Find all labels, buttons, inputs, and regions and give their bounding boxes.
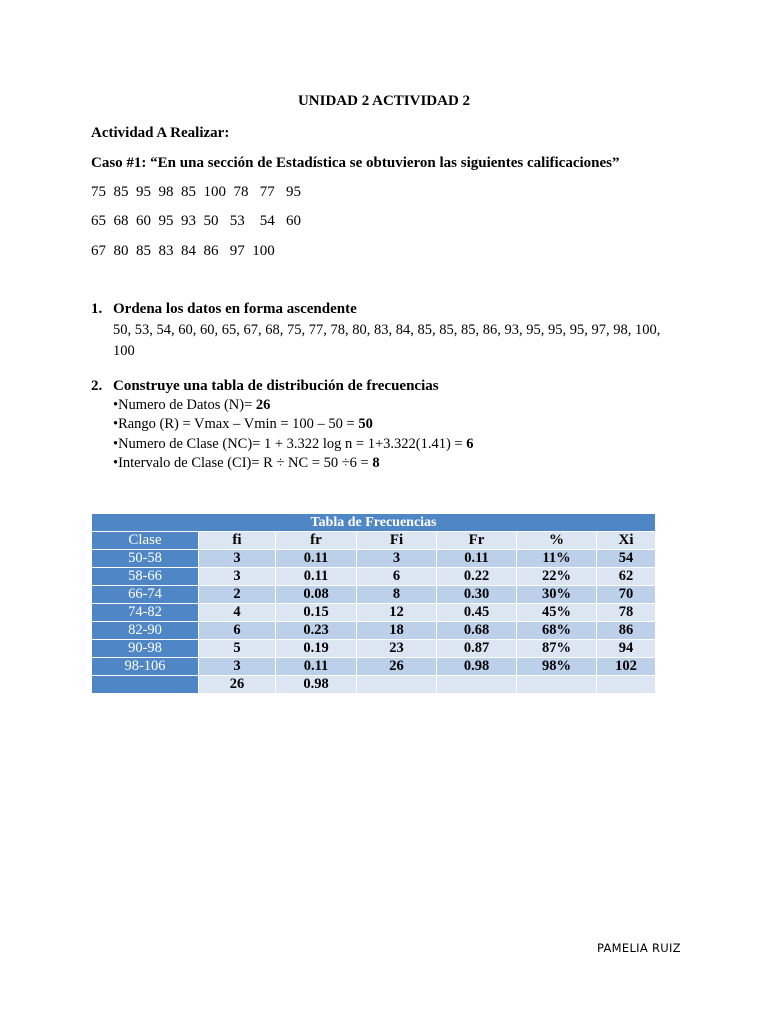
cell-clase: 50-58	[92, 550, 199, 568]
cell-percent: 45%	[517, 604, 597, 622]
cell-fr: 0.15	[276, 604, 357, 622]
cell-fi: 2	[199, 586, 276, 604]
cell-fi: 3	[199, 568, 276, 586]
bullet-value: 8	[372, 455, 380, 471]
cell-fi: 5	[199, 640, 276, 658]
cell-clase: 66-74	[92, 586, 199, 604]
step1-number: 1.	[91, 301, 103, 317]
bullet-value: 6	[466, 436, 474, 452]
cell-clase: 58-66	[92, 568, 199, 586]
bullet-num-datos	[113, 397, 270, 414]
cell-Fi-cum: 26	[357, 658, 437, 676]
cell-Fr-cum: 0.98	[437, 658, 517, 676]
cell-total-empty	[597, 676, 656, 694]
cell-total-fr: 0.98	[276, 676, 357, 694]
frequency-table	[91, 513, 656, 694]
cell-total-empty	[437, 676, 517, 694]
bullet-intervalo	[113, 455, 380, 472]
cell-xi: 70	[597, 586, 656, 604]
activity-label: Actividad A Realizar:	[91, 125, 230, 141]
cell-fr: 0.08	[276, 586, 357, 604]
cell-total-fi: 26	[199, 676, 276, 694]
header-xi: Xi	[597, 532, 656, 550]
cell-xi: 54	[597, 550, 656, 568]
table-caption: Tabla de Frecuencias	[92, 514, 656, 532]
cell-Fi-cum: 8	[357, 586, 437, 604]
data-row-1: 75 85 95 98 85 100 78 77 95	[91, 184, 301, 200]
cell-percent: 30%	[517, 586, 597, 604]
header-fr: fr	[276, 532, 357, 550]
table-totals-row	[92, 676, 656, 694]
bullet-num-clase	[113, 436, 474, 453]
cell-total-empty	[357, 676, 437, 694]
cell-clase: 90-98	[92, 640, 199, 658]
table-header-row	[92, 532, 656, 550]
cell-percent: 98%	[517, 658, 597, 676]
table-row	[92, 550, 656, 568]
bullet-rango	[113, 416, 373, 433]
header-fi: fi	[199, 532, 276, 550]
cell-percent: 11%	[517, 550, 597, 568]
cell-clase: 82-90	[92, 622, 199, 640]
cell-xi: 86	[597, 622, 656, 640]
cell-xi: 94	[597, 640, 656, 658]
bullet-value: 50	[358, 416, 373, 432]
step1-body: 50, 53, 54, 60, 60, 65, 67, 68, 75, 77, 78, 80, 83, 84, 85, 85, 85, 86, 93, 95, 95, 95, 97, 98, 100, 100	[113, 322, 661, 359]
cell-xi: 62	[597, 568, 656, 586]
cell-fi: 3	[199, 550, 276, 568]
bullet-text: •Rango (R) = Vmax – Vmin = 100 – 50 =	[113, 416, 359, 432]
header-clase: Clase	[92, 532, 199, 550]
cell-Fi-cum: 18	[357, 622, 437, 640]
cell-Fr-cum: 0.45	[437, 604, 517, 622]
case-label: Caso #1: “En una sección de Estadística se obtuvieron las siguientes calificaciones”	[91, 155, 620, 171]
bullet-text: •Intervalo de Clase (CI)= R ÷ NC = 50 ÷6 =	[113, 455, 373, 471]
cell-percent: 87%	[517, 640, 597, 658]
table-row	[92, 604, 656, 622]
cell-Fi-cum: 12	[357, 604, 437, 622]
cell-clase: 98-106	[92, 658, 199, 676]
cell-Fr-cum: 0.22	[437, 568, 517, 586]
cell-fr: 0.11	[276, 550, 357, 568]
cell-xi: 78	[597, 604, 656, 622]
table-row	[92, 658, 656, 676]
header-percent: %	[517, 532, 597, 550]
cell-clase: 74-82	[92, 604, 199, 622]
bullet-value: 26	[255, 397, 271, 413]
cell-fi: 6	[199, 622, 276, 640]
cell-Fi-cum: 6	[357, 568, 437, 586]
cell-percent: 22%	[517, 568, 597, 586]
table-row	[92, 568, 656, 586]
cell-Fr-cum: 0.87	[437, 640, 517, 658]
cell-total-empty	[517, 676, 597, 694]
cell-fr: 0.11	[276, 568, 357, 586]
cell-percent: 68%	[517, 622, 597, 640]
cell-Fr-cum: 0.68	[437, 622, 517, 640]
cell-fr: 0.19	[276, 640, 357, 658]
step2-number: 2.	[91, 378, 103, 394]
table-row	[92, 586, 656, 604]
cell-Fi-cum: 3	[357, 550, 437, 568]
header-Fi-cum: Fi	[357, 532, 437, 550]
bullet-text: •Numero de Clase (NC)= 1 + 3.322 log n = 1+3.322(1.41) =	[113, 436, 467, 452]
cell-fr: 0.11	[276, 658, 357, 676]
bullet-text: •Numero de Datos (N)=	[113, 397, 256, 413]
table-row	[92, 640, 656, 658]
cell-xi: 102	[597, 658, 656, 676]
document-title: UNIDAD 2 ACTIVIDAD 2	[297, 93, 471, 109]
step1-heading: Ordena los datos en forma ascendente	[113, 301, 357, 317]
cell-fi: 3	[199, 658, 276, 676]
data-row-2: 65 68 60 95 93 50 53 54 60	[91, 213, 301, 229]
cell-total-label	[92, 676, 199, 694]
cell-Fr-cum: 0.30	[437, 586, 517, 604]
footer-author: PAMELIA RUIZ	[597, 941, 681, 955]
data-row-3: 67 80 85 83 84 86 97 100	[91, 243, 275, 259]
table-row	[92, 622, 656, 640]
header-Fr-cum: Fr	[437, 532, 517, 550]
table-caption-row	[92, 514, 656, 532]
cell-fr: 0.23	[276, 622, 357, 640]
cell-Fi-cum: 23	[357, 640, 437, 658]
step2-heading: Construye una tabla de distribución de frecuencias	[113, 378, 439, 394]
cell-Fr-cum: 0.11	[437, 550, 517, 568]
cell-fi: 4	[199, 604, 276, 622]
